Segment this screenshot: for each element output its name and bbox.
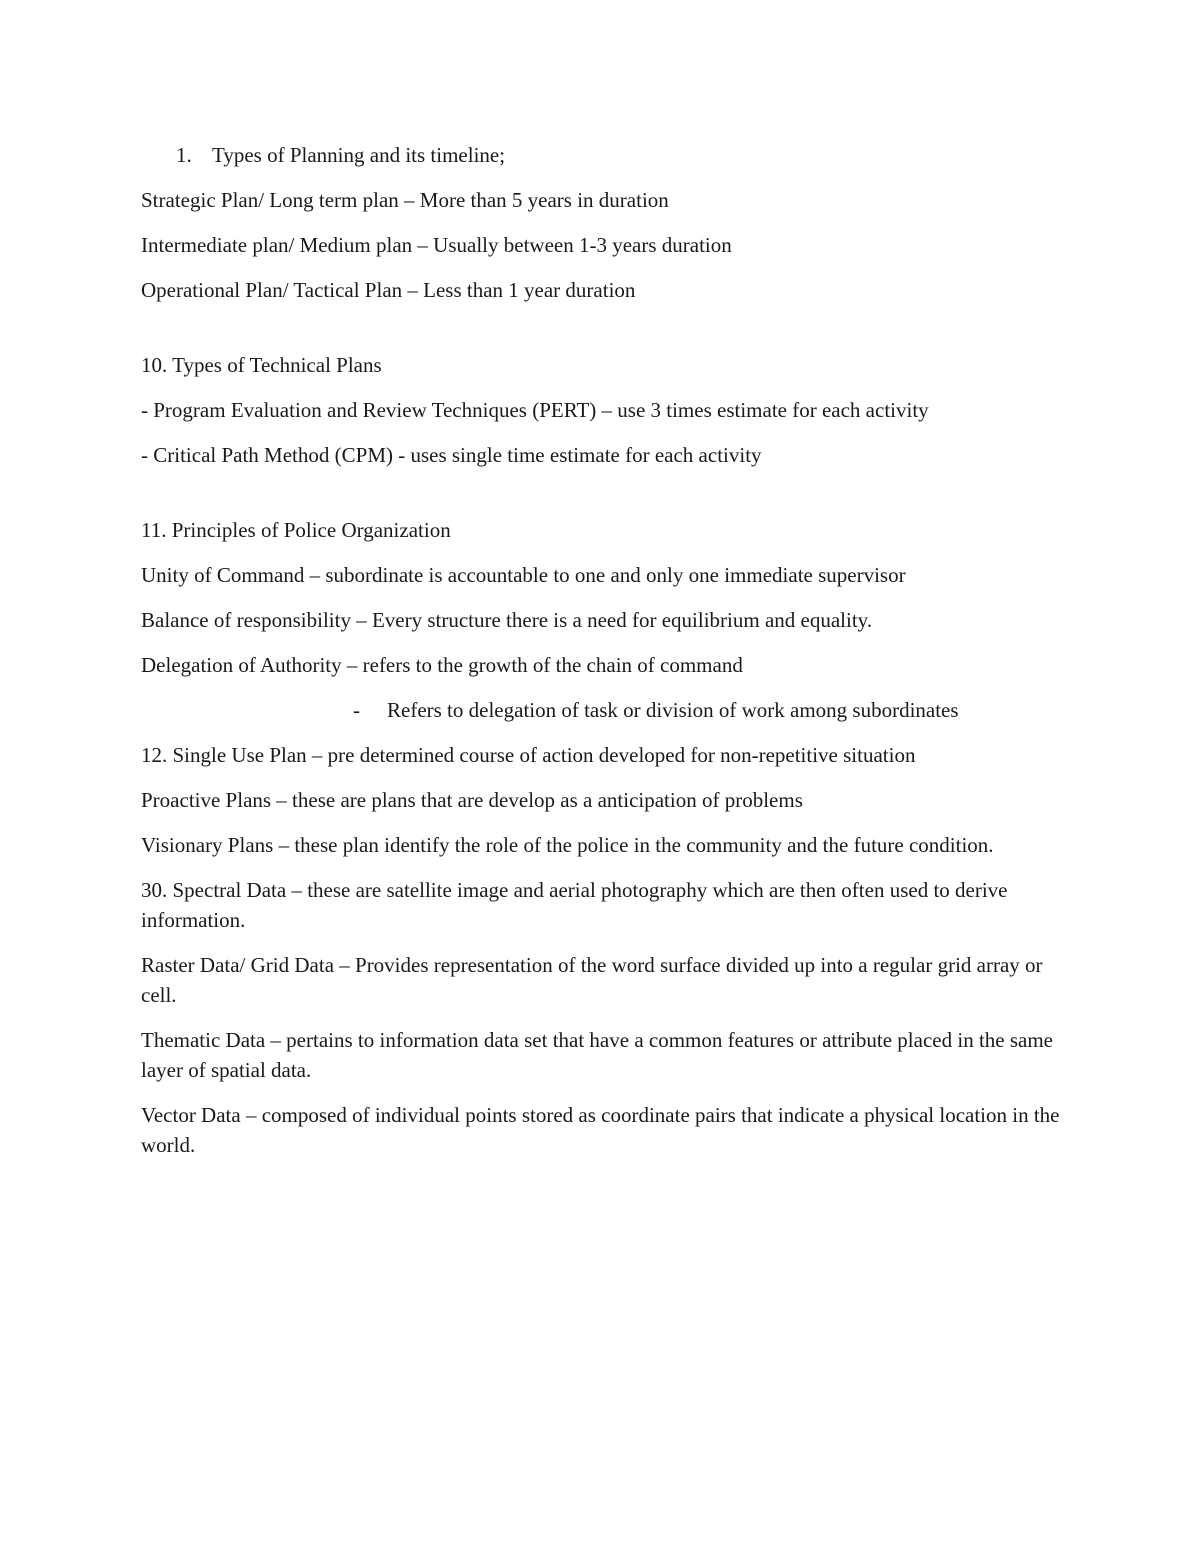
spectral-data-line: 30. Spectral Data – these are satellite image and aerial photography which are then often used to derive information. — [141, 878, 1008, 932]
document-page — [141, 140, 1061, 1175]
proactive-plans-line: Proactive Plans – these are plans that are develop as a anticipation of problems — [141, 788, 803, 812]
unity-of-command-line: Unity of Command – subordinate is accountable to one and only one immediate supervisor — [141, 563, 906, 587]
spacer — [141, 320, 1061, 350]
balance-of-responsibility-line: Balance of responsibility – Every structure there is a need for equilibrium and equality. — [141, 608, 873, 632]
raster-data-line: Raster Data/ Grid Data – Provides representation of the word surface divided up into a regular grid array or cell. — [141, 953, 1043, 1007]
heading-text: Types of Planning and its timeline; — [212, 143, 506, 167]
delegation-of-authority-line: Delegation of Authority – refers to the growth of the chain of command — [141, 653, 743, 677]
single-use-plan-line: 12. Single Use Plan – pre determined course of action developed for non-repetitive situation — [141, 743, 916, 767]
section-10-heading: 10. Types of Technical Plans — [141, 353, 382, 377]
sub-item-text: Refers to delegation of task or division of work among subordinates — [387, 698, 959, 722]
list-number: 1. — [176, 143, 192, 167]
section-11-heading: 11. Principles of Police Organization — [141, 518, 451, 542]
section-1-heading — [141, 140, 1061, 170]
cpm-line: - Critical Path Method (CPM) - uses single time estimate for each activity — [141, 443, 762, 467]
pert-line: - Program Evaluation and Review Techniques (PERT) – use 3 times estimate for each activity — [141, 398, 929, 422]
operational-plan-line: Operational Plan/ Tactical Plan – Less than 1 year duration — [141, 278, 636, 302]
spacer — [141, 485, 1061, 515]
vector-data-line: Vector Data – composed of individual points stored as coordinate pairs that indicate a physical location in the world. — [141, 1103, 1060, 1157]
strategic-plan-line: Strategic Plan/ Long term plan – More than 5 years in duration — [141, 188, 669, 212]
dash-bullet: - — [353, 698, 360, 722]
visionary-plans-line: Visionary Plans – these plan identify the role of the police in the community and the future condition. — [141, 833, 994, 857]
thematic-data-line: Thematic Data – pertains to information data set that have a common features or attribute placed in the same layer of spatial data. — [141, 1028, 1053, 1082]
delegation-sub-item — [141, 695, 1061, 725]
intermediate-plan-line: Intermediate plan/ Medium plan – Usually between 1-3 years duration — [141, 233, 732, 257]
